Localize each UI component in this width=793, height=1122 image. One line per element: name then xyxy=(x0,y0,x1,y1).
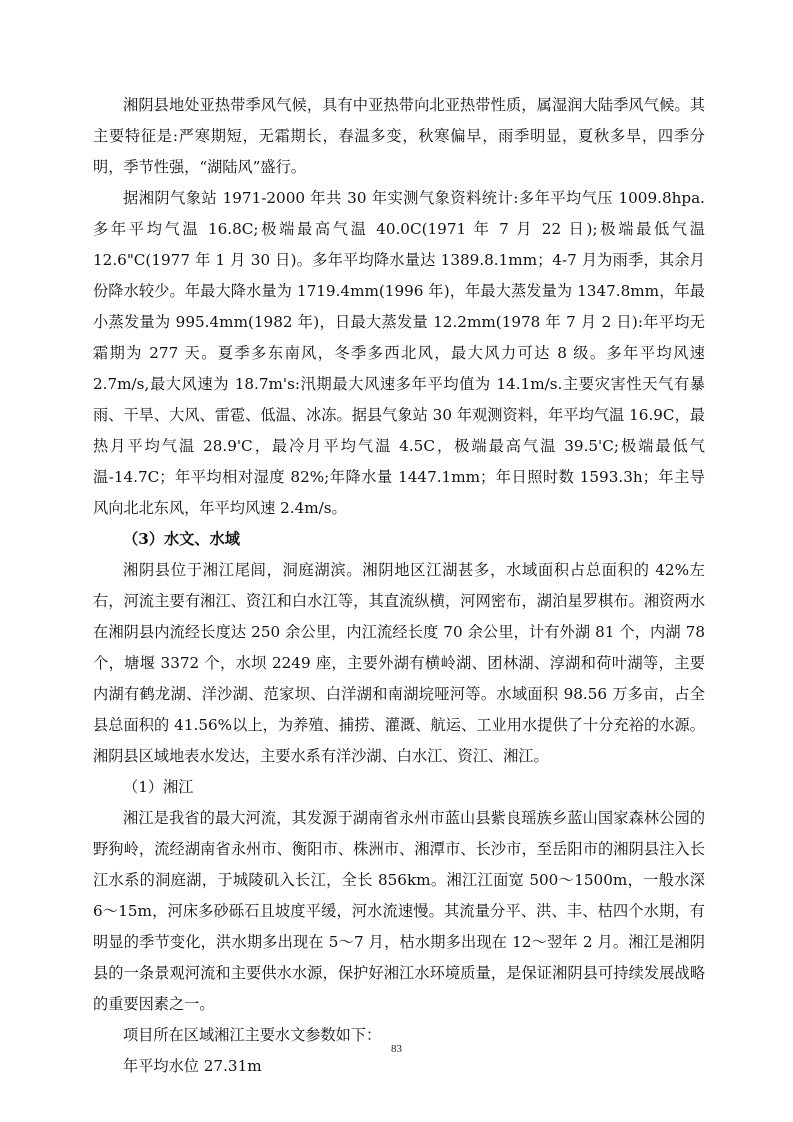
page-number: 83 xyxy=(391,1043,402,1055)
climate-stats-paragraph: 据湘阴气象站 1971-2000 年共 30 年实测气象资料统计:多年平均气压 1009.8hpa.多年平均气温 16.8C;极端最高气温 40.0C(1971 年 7 月 22 日);极端最低气温 12.6"C(1977 年 1 月 30 日)。多年平均降水量达 1389.8.1mm；4-7 月为雨季，其余月份降水较少。年最大降水量为 1719.4mm(1996 年)，年最大蒸发量为 1347.8mm，年最小蒸发量为 995.4mm(1982 年)，日最大蒸发量 12.2mm(1978 年 7 月 2 日):年平均无霜期为 277 天。夏季多东南风，冬季多西北风，最大风力可达 8 级。多年平均风速 2.7m/s,最大风速为 18.7m's:汛期最大风速多年平均值为 14.1m/s.主要灾害性天气有暴雨、干旱、大风、雷雹、低温、冰冻。据县气象站 30 年观测资料，年平均气温 16.9C，最热月平均气温 28.9'C，最冷月平均气温 4.5C，极端最高气温 39.5'C;极端最低气温-14.7C；年平均相对湿度 82%;年降水量 1447.1mm；年日照时数 1593.3h；年主导风向北北东风，年平均风速 2.4m/s。 xyxy=(93,189,705,517)
page-body xyxy=(93,90,705,1082)
xiang-river-subheading: （1）湘江 xyxy=(123,778,194,796)
water-section-heading: （3）水文、水域 xyxy=(123,530,240,548)
xiang-river-paragraph: 湘江是我省的最大河流，其发源于湖南省永州市蓝山县紫良瑶族乡蓝山国家森林公园的野狗岭，流经湖南省永州市、衡阳市、株洲市、湘潭市、长沙市，至岳阳市的湘阴县注入长江水系的洞庭湖，于城陵矶入长江，全长 856km。湘江江面宽 500～1500m，一般水深 6～15m，河床多砂砾石且坡度平缓，河水流速慢。其流量分平、洪、丰、枯四个水期，有明显的季节变化，洪水期多出现在 5～7 月，枯水期多出现在 12～翌年 2 月。湘江是湘阴县的一条景观河流和主要供水水源，保护好湘江水环境质量，是保证湘阴县可持续发展战略的重要因素之一。 xyxy=(93,809,705,1013)
annual-water-level: 年平均水位 27.31m xyxy=(123,1057,262,1075)
climate-intro-paragraph: 湘阴县地处亚热带季风气候，具有中亚热带向北亚热带性质，属湿润大陆季风气候。其主要特征是:严寒期短，无霜期长，春温多变，秋寒偏早，雨季明显，夏秋多旱，四季分明，季节性强，“湖陆风”盛行。 xyxy=(93,96,705,176)
hydrology-params-intro: 项目所在区域湘江主要水文参数如下： xyxy=(123,1026,382,1044)
water-description-paragraph: 湘阴县位于湘江尾闾，洞庭湖滨。湘阴地区江湖甚多，水域面积占总面积的 42%左右，河流主要有湘江、资江和白水江等，其直流纵横，河网密布，湖泊星罗棋布。湘资两水在湘阴县内流经长度达 250 余公里，内江流经长度 70 余公里，计有外湖 81 个，内湖 78 个，塘堰 3372 个，水坝 2249 座，主要外湖有横岭湖、团林湖、淳湖和荷叶湖等，主要内湖有鹤龙湖、洋沙湖、范家坝、白洋湖和南湖垸哑河等。水域面积 98.56 万多亩，占全县总面积的 41.56%以上，为养殖、捕捞、灌溉、航运、工业用水提供了十分充裕的水源。湘阴县区域地表水发达，主要水系有洋沙湖、白水江、资江、湘江。 xyxy=(93,561,705,765)
